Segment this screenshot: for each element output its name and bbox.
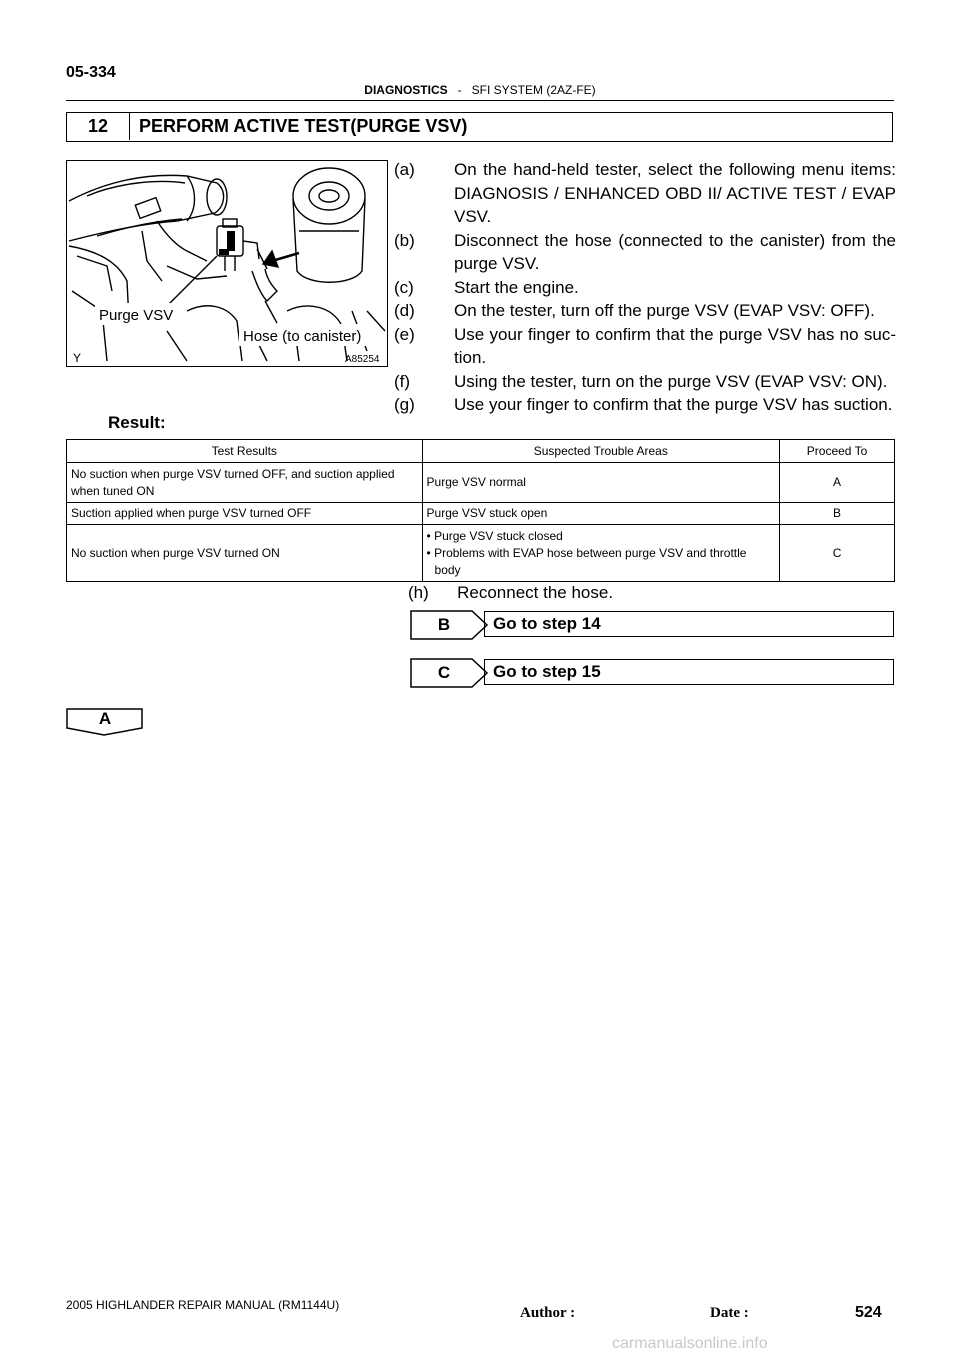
step-item xyxy=(394,229,896,276)
column-header: Test Results xyxy=(67,440,423,463)
watermark: carmanualsonline.info xyxy=(612,1335,768,1352)
goto-text: Go to step 15 xyxy=(493,662,601,681)
result-a-tab[interactable] xyxy=(66,708,144,738)
table-row xyxy=(67,463,895,503)
trouble-area-cell xyxy=(422,525,780,582)
column-header: Suspected Trouble Areas xyxy=(422,440,780,463)
table-row xyxy=(67,525,895,582)
proceed-to-cell: C xyxy=(780,525,895,582)
header-rule xyxy=(66,100,894,101)
step-label: (a) xyxy=(394,160,415,179)
proceed-to-cell: A xyxy=(780,463,895,503)
step-item xyxy=(394,276,896,300)
goto-box xyxy=(484,659,894,685)
step-item xyxy=(394,393,896,417)
step-label: (e) xyxy=(394,324,415,344)
engine-bay-figure xyxy=(66,160,388,367)
engine-bay-illustration xyxy=(67,161,388,367)
step-text: Start the engine. xyxy=(454,277,579,297)
step-label: (d) xyxy=(394,301,415,320)
header-subsection: SFI SYSTEM (2AZ-FE) xyxy=(471,83,596,97)
procedure-steps xyxy=(394,158,896,417)
trouble-area-cell xyxy=(422,463,780,503)
header-section: DIAGNOSTICS xyxy=(364,83,448,97)
figure-label-purge-vsv: Purge VSV xyxy=(99,307,174,324)
column-header: Proceed To xyxy=(780,440,895,463)
trouble-area-text: Purge VSV stuck open xyxy=(426,506,548,520)
figure-label-hose: Hose (to canister) xyxy=(243,328,362,345)
footer-page-number: 524 xyxy=(855,1304,882,1321)
trouble-area-text: • Problems with EVAP hose between purge VSV and throttle body xyxy=(426,545,747,577)
goto-step-c[interactable] xyxy=(410,658,895,688)
step-label: (b) xyxy=(394,230,415,250)
step-text: Using the tester, turn on the purge VSV (EVAP VSV: ON). xyxy=(454,371,888,391)
step-title: PERFORM ACTIVE TEST(PURGE VSV) xyxy=(139,116,468,136)
step-text: On the hand-held tester, select the following menu items: DIAGNOSIS / ENHANCED OBD II/ ACTIVE TEST / EVAP VSV. xyxy=(454,160,896,226)
goto-text: Go to step 14 xyxy=(493,614,601,633)
trouble-area-cell xyxy=(422,503,780,525)
step-item xyxy=(394,158,896,229)
header-separator: - xyxy=(457,83,462,97)
goto-step-b[interactable] xyxy=(410,610,895,640)
step-number: 12 xyxy=(67,113,130,140)
step-text: Reconnect the hose. xyxy=(457,583,614,602)
step-text: Use your finger to confirm that the purge VSV has no suc- tion. xyxy=(454,324,896,367)
a-tab-letter: A xyxy=(98,709,112,728)
step-text: Disconnect the hose (connected to the canister) from the purge VSV. xyxy=(454,230,896,273)
table-row xyxy=(67,503,895,525)
step-text: On the tester, turn off the purge VSV (EVAP VSV: OFF). xyxy=(454,301,875,320)
step-label: (g) xyxy=(394,395,415,414)
step-label: (h) xyxy=(408,583,429,602)
figure-code: A85254 xyxy=(345,354,380,365)
result-table xyxy=(66,439,895,582)
step-item xyxy=(394,323,896,370)
footer-author: Author : xyxy=(520,1305,576,1321)
figure-corner-mark: Y xyxy=(73,351,82,365)
table-header-row xyxy=(67,440,895,463)
step-text: Use your finger to confirm that the purge VSV has suction. xyxy=(454,395,893,414)
goto-box xyxy=(484,611,894,637)
proceed-to-cell: B xyxy=(780,503,895,525)
reconnect-step xyxy=(408,583,613,603)
step-item xyxy=(394,370,896,394)
test-result-cell: Suction applied when purge VSV turned OFF xyxy=(67,503,423,525)
goto-letter: B xyxy=(437,615,451,634)
step-label: (f) xyxy=(394,371,411,391)
test-result-cell: No suction when purge VSV turned ON xyxy=(67,525,423,582)
footer-manual: 2005 HIGHLANDER REPAIR MANUAL (RM1144U) xyxy=(66,1298,340,1312)
result-label: Result: xyxy=(108,413,166,432)
step-label: (c) xyxy=(394,277,414,297)
trouble-area-text: • Purge VSV stuck closed xyxy=(426,528,563,543)
footer-date: Date : xyxy=(710,1305,749,1321)
page-code: 05-334 xyxy=(66,64,116,81)
trouble-area-text: Purge VSV normal xyxy=(426,475,526,489)
test-result-cell: No suction when purge VSV turned OFF, and suction applied when tuned ON xyxy=(67,463,423,503)
step-item xyxy=(394,299,896,323)
running-header xyxy=(0,83,960,97)
goto-letter: C xyxy=(437,663,451,682)
step-title-box xyxy=(66,112,893,142)
